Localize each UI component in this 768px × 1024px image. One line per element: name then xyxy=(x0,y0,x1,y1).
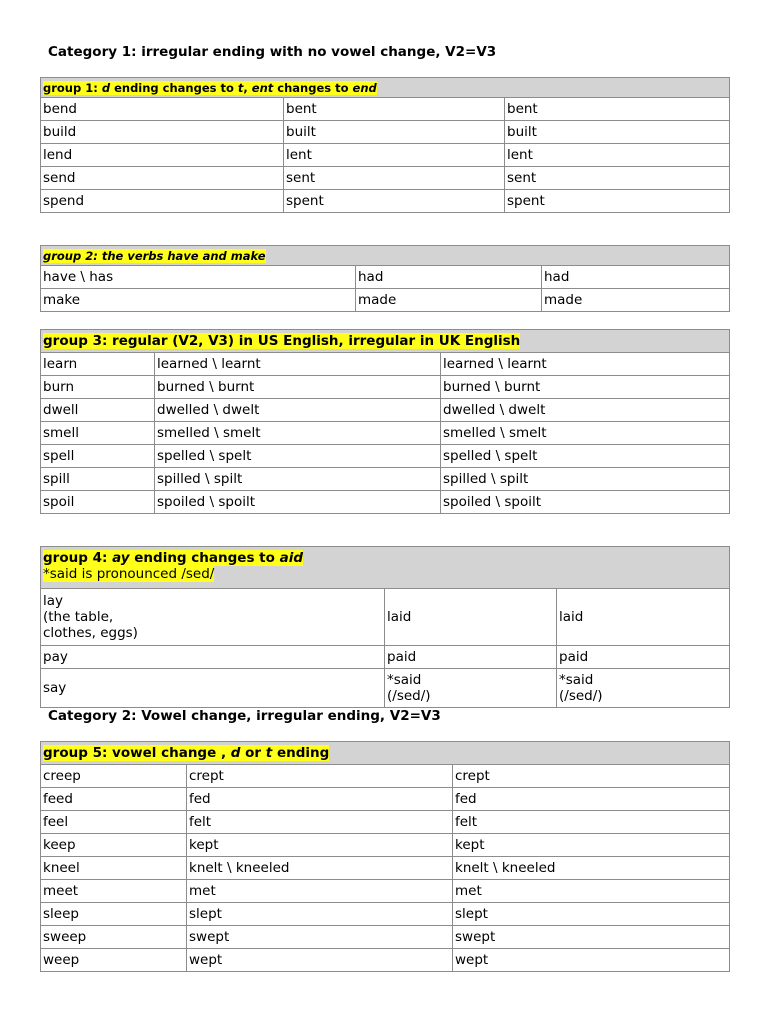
table-row xyxy=(41,167,730,190)
verb-participle-cell: had xyxy=(542,266,730,289)
verb-base-cell: sweep xyxy=(41,926,187,949)
verb-past-cell: burned \ burnt xyxy=(155,376,441,399)
category-1-heading: Category 1: irregular ending with no vowel change, V2=V3 xyxy=(48,44,497,60)
verb-participle-cell: spelled \ spelt xyxy=(441,445,730,468)
verb-past-cell: fed xyxy=(187,788,453,811)
table-row xyxy=(41,857,730,880)
verb-past-cell: crept xyxy=(187,765,453,788)
verb-base-cell: smell xyxy=(41,422,155,445)
verb-base-cell: spend xyxy=(41,190,284,213)
verb-past-cell: laid xyxy=(385,589,557,646)
verb-base-cell: pay xyxy=(41,646,385,669)
table-row xyxy=(41,376,730,399)
table-row xyxy=(41,399,730,422)
verb-participle-cell: paid xyxy=(557,646,730,669)
table-row xyxy=(41,903,730,926)
verb-base-cell: spill xyxy=(41,468,155,491)
verb-past-cell: spoiled \ spoilt xyxy=(155,491,441,514)
group-1-table xyxy=(40,77,730,213)
verb-base-cell: send xyxy=(41,167,284,190)
verb-past-cell: felt xyxy=(187,811,453,834)
verb-past-cell: wept xyxy=(187,949,453,972)
verb-base-cell: build xyxy=(41,121,284,144)
table-row xyxy=(41,926,730,949)
verb-participle-cell: built xyxy=(505,121,730,144)
verb-base-cell: sleep xyxy=(41,903,187,926)
verb-past-cell: had xyxy=(356,266,542,289)
verb-base-cell: weep xyxy=(41,949,187,972)
group-5-table xyxy=(40,741,730,972)
group-2-table xyxy=(40,245,730,312)
table-row xyxy=(41,669,730,708)
verb-participle-cell: swept xyxy=(453,926,730,949)
verb-participle-cell: lent xyxy=(505,144,730,167)
verb-participle-cell: slept xyxy=(453,903,730,926)
verb-participle-cell: fed xyxy=(453,788,730,811)
verb-past-cell: sent xyxy=(284,167,505,190)
group-4-header: group 4: ay ending changes to aid *said is pronounced /sed/ xyxy=(41,547,730,589)
table-row xyxy=(41,121,730,144)
table-row xyxy=(41,880,730,903)
verb-past-cell: bent xyxy=(284,98,505,121)
verb-base-cell: make xyxy=(41,289,356,312)
table-row xyxy=(41,646,730,669)
verb-participle-cell: spilled \ spilt xyxy=(441,468,730,491)
verb-participle-cell: wept xyxy=(453,949,730,972)
table-row xyxy=(41,811,730,834)
verb-base-cell: feel xyxy=(41,811,187,834)
table-row xyxy=(41,788,730,811)
group-1-header: group 1: d ending changes to t, ent changes to end xyxy=(41,78,730,98)
verb-past-cell: built xyxy=(284,121,505,144)
verb-past-cell: spent xyxy=(284,190,505,213)
table-row xyxy=(41,98,730,121)
group-2-header: group 2: the verbs have and make xyxy=(41,246,730,266)
verb-past-cell: dwelled \ dwelt xyxy=(155,399,441,422)
verb-base-cell: have \ has xyxy=(41,266,356,289)
verb-base-cell: meet xyxy=(41,880,187,903)
verb-past-cell: *said (/sed/) xyxy=(385,669,557,708)
verb-base-cell: creep xyxy=(41,765,187,788)
verb-past-cell: swept xyxy=(187,926,453,949)
verb-base-cell: kneel xyxy=(41,857,187,880)
verb-base-cell: say xyxy=(41,669,385,708)
table-row xyxy=(41,834,730,857)
verb-participle-cell: spent xyxy=(505,190,730,213)
verb-participle-cell: spoiled \ spoilt xyxy=(441,491,730,514)
table-row xyxy=(41,289,730,312)
table-row xyxy=(41,765,730,788)
verb-base-cell: bend xyxy=(41,98,284,121)
verb-participle-cell: crept xyxy=(453,765,730,788)
verb-base-cell: spoil xyxy=(41,491,155,514)
table-row xyxy=(41,422,730,445)
verb-participle-cell: kept xyxy=(453,834,730,857)
table-row xyxy=(41,445,730,468)
verb-participle-cell: knelt \ kneeled xyxy=(453,857,730,880)
verb-participle-cell: bent xyxy=(505,98,730,121)
verb-past-cell: lent xyxy=(284,144,505,167)
verb-participle-cell: made xyxy=(542,289,730,312)
verb-base-cell: lay (the table, clothes, eggs) xyxy=(41,589,385,646)
verb-past-cell: slept xyxy=(187,903,453,926)
verb-base-cell: lend xyxy=(41,144,284,167)
verb-base-cell: dwell xyxy=(41,399,155,422)
verb-base-cell: keep xyxy=(41,834,187,857)
table-row xyxy=(41,353,730,376)
table-row xyxy=(41,266,730,289)
table-row xyxy=(41,589,730,646)
verb-past-cell: made xyxy=(356,289,542,312)
verb-past-cell: spelled \ spelt xyxy=(155,445,441,468)
group-5-header: group 5: vowel change , d or t ending xyxy=(41,742,730,765)
verb-past-cell: smelled \ smelt xyxy=(155,422,441,445)
table-row xyxy=(41,468,730,491)
group-4-table xyxy=(40,546,730,708)
verb-participle-cell: felt xyxy=(453,811,730,834)
group-3-table xyxy=(40,329,730,514)
verb-past-cell: met xyxy=(187,880,453,903)
verb-participle-cell: sent xyxy=(505,167,730,190)
verb-base-cell: learn xyxy=(41,353,155,376)
verb-past-cell: kept xyxy=(187,834,453,857)
verb-base-cell: feed xyxy=(41,788,187,811)
verb-base-cell: spell xyxy=(41,445,155,468)
verb-participle-cell: *said (/sed/) xyxy=(557,669,730,708)
verb-participle-cell: dwelled \ dwelt xyxy=(441,399,730,422)
verb-participle-cell: burned \ burnt xyxy=(441,376,730,399)
category-2-heading: Category 2: Vowel change, irregular ending, V2=V3 xyxy=(48,708,441,724)
table-row xyxy=(41,491,730,514)
group-3-header: group 3: regular (V2, V3) in US English, irregular in UK English xyxy=(41,330,730,353)
verb-participle-cell: laid xyxy=(557,589,730,646)
verb-participle-cell: met xyxy=(453,880,730,903)
table-row xyxy=(41,190,730,213)
verb-participle-cell: smelled \ smelt xyxy=(441,422,730,445)
verb-past-cell: spilled \ spilt xyxy=(155,468,441,491)
verb-past-cell: learned \ learnt xyxy=(155,353,441,376)
verb-past-cell: knelt \ kneeled xyxy=(187,857,453,880)
verb-participle-cell: learned \ learnt xyxy=(441,353,730,376)
verb-past-cell: paid xyxy=(385,646,557,669)
table-row xyxy=(41,949,730,972)
table-row xyxy=(41,144,730,167)
verb-base-cell: burn xyxy=(41,376,155,399)
group-4-note: *said is pronounced /sed/ xyxy=(43,566,215,582)
